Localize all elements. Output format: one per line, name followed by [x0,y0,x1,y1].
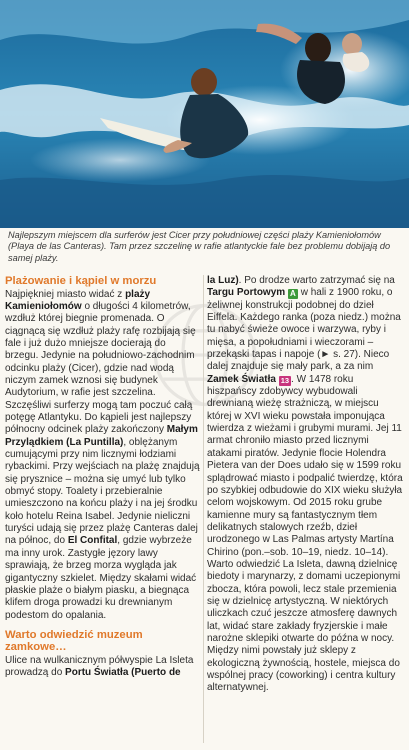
highlight-mercado-del-puerto: Targu Portowym [207,287,286,299]
map-number-badge-icon: 13 [280,375,290,385]
right-column [207,275,403,745]
map-pin-badge-icon: A [288,289,298,299]
text-span: o długości 4 kilometrów, wzdłuż której biegnie promenada. O ciągnącą się wzdłuż plaży rafę rozbijają się fale i już dużo mniejsze docierają do brzegu. Jedynie na południowo-zachodnim odcinku plaży (Cicer), gdzie nad wodą niczym zamek wznosi się budynek Audytorium, w rafie jest szczelina. Szczęśliwi surferzy mogą tam poczuć całą potęgę Atlantyku. Do kąpieli jest najlepszy północny odcinek plaży zakończony [5,300,196,436]
surfers-photo-illustration [0,0,409,228]
paragraph-beaches [5,289,201,622]
highlight-canteras: plaży Kamieniołomów [5,288,151,312]
surfers-photo [0,0,409,228]
paragraph-isleta [5,655,201,680]
highlight-puerto-de-la-luz: Portu Światła (Puerto de [65,667,181,679]
column-divider [203,275,204,743]
text-span: . W 1478 roku hiszpańscy zdobywcy wybudowali drewnianą wieżę strażniczą, w miejscu której w XVI wieku powstała imponująca twierdza z wieżami i grubymi murami. Jej 11 armat chroniło miasto przed licznymi atakami piratów. Jedynie flocie Holendra Pietera van der Does udało się w 1599 roku splądrować miasto i podpalić twierdzę, która po szybkiej odbudowie do XIX wieku służyła celom wojskowym. Od 2015 roku grube kamienne mury są fantastycznym tłem delikatnych stalowych rzeźb, dzieł urodzonego w Las Palmas artysty Martína Chirino (pon.–sob. 10–19, niedz. 10–14). Warto odwiedzić La Isleta, dawną dzielnicę biedoty i marynarzy, z domami uczepionymi zbocza, która powoli, lecz stale przemienia się w dzielnicę artystyczną. W niektórych uliczkach czuć jeszcze atmosferę dawnych lat, widać stare zakłady fryzjerskie i małe narożne sklepiki otwarte do późna w nocy. Między nimi powstały już sklepy z ekologiczną żywnością, hostele, miejsca do wspólnej pracy (coworking) i centra kultury alternatywnej. [207,373,403,694]
text-span: , oblężanym cumującymi przy nim licznymi łodziami rybackimi. Przy wejściach na plażę znajdują się prysznice – można się umyć lub tylko obmyć stopy. Toalety i przebieralnie umieszczono na końcu plaży i na jej środku koło hotelu Reina Isabel. Jedynie nieliczni turyści udają się przez plażę Canteras dalej na północ, do [5,436,200,547]
text-span: Najpiękniej miasto widać z [5,288,126,300]
photo-caption: Najlepszym miejscem dla surferów jest Cicer przy południowej części plaży Kamieniołomów (Playa de las Canteras). Tam przez szczelinę w rafie atlantyckie fale bez problemu dobijają do samej plaży. [8,230,391,263]
text-span: . Po drodze warto zatrzymać się na [238,275,395,286]
text-span: Ulice na wulkanicznym półwyspie La Isleta prowadzą do [5,655,194,679]
heading-castle-museum: Warto odwiedzić muzeum zamkowe… [5,628,143,654]
text-span: w hali z 1900 roku, o żeliwnej konstrukcji podobnej do dzieł Eiffela. Każdego ranka (poza niedz.) można tu nabyć świeże owoce i warzywa, ryby i mięsa, a popołudniami i wieczorami – przekąski tapas i napoje (► s. 27). Nieco dalej znajduje się mały park, a za nim [207,287,401,373]
highlight-la-puntilla: Małym Przylądkiem (La Puntilla) [5,424,198,448]
heading-beaches: Plażowanie i kąpiel w morzu [5,275,157,287]
highlight-la-luz: la Luz) [207,275,239,286]
paragraph-port-and-castle [207,275,403,695]
text-span: , gdzie wybrzeże ma inny urok. Zastygłe jęzory lawy sprawiają, że brzeg morza wygląda jak gigantyczny szkielet. Między skałami widać płaskie plaże o białym piasku, a biegnąca klifem droga prowadzi ku drewnianym podestom do opalania. [5,535,197,621]
left-column [5,275,201,745]
highlight-el-confital: El Confital [67,535,118,547]
highlight-castillo-de-la-luz: Zamek Światła [207,373,276,385]
